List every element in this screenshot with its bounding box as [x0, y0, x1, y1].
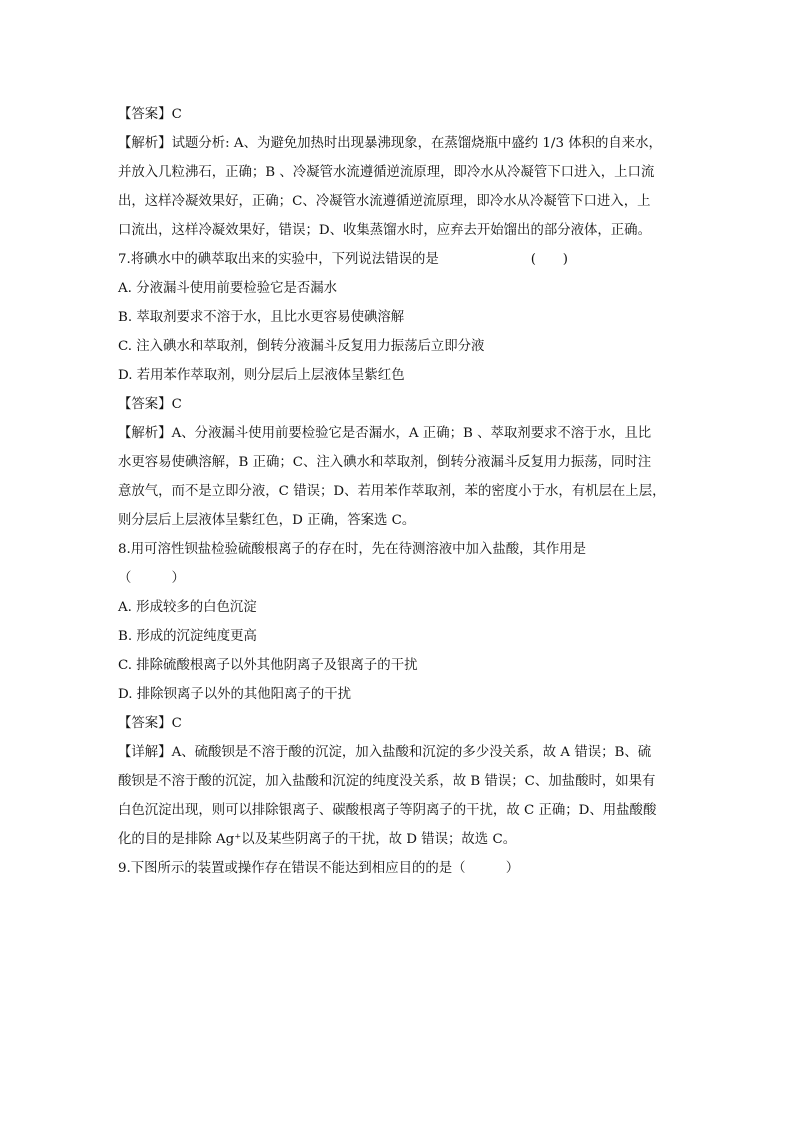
option-d: D. 排除钡离子以外的其他阳离子的干扰	[118, 687, 352, 702]
explanation-line	[118, 419, 678, 448]
option-c: C. 排除硫酸根离子以外其他阴离子及银离子的干扰	[118, 658, 418, 673]
answer-label: 【答案】	[118, 107, 172, 122]
explanation-line: 出，这样冷凝效果好，正确；C、冷凝管水流遵循逆流原理，即冷水从冷凝管下口进入，上	[118, 194, 651, 209]
explanation-text: A、分液漏斗使用前要检验它是否漏水，A 正确；B 、萃取剂要求不溶于水，且比	[171, 426, 652, 441]
explanation-label: 【解析】	[118, 426, 172, 441]
explanation-text: 试题分析: A、为避免加热时出现暴沸现象，在蒸馏烧瓶中盛约 1/3 体积的自来水，	[171, 136, 662, 151]
answer-line	[118, 709, 678, 738]
explanation-line: 意放气，而不是立即分液，C 错误；D、若用苯作萃取剂，苯的密度小于水，有机层在上层，	[118, 484, 666, 499]
answer-bracket: （ ）	[118, 571, 185, 586]
detail-line: 酸钡是不溶于酸的沉淀，加入盐酸和沉淀的纯度没关系，故 B 错误；C、加盐酸时，如果有	[118, 774, 656, 789]
option-d: D. 若用苯作萃取剂，则分层后上层液体呈紫红色	[118, 368, 405, 383]
explanation-line: 水更容易使碘溶解，B 正确；C、注入碘水和萃取剂，倒转分液漏斗反复用力振荡，同时注	[118, 455, 652, 470]
option-b: B. 形成的沉淀纯度更高	[118, 629, 257, 644]
answer-bracket: ( )	[530, 252, 568, 267]
answer-value: C	[171, 397, 182, 412]
detail-line: 白色沉淀出现，则可以排除银离子、碳酸根离子等阴离子的干扰，故 C 正确；D、用盐酸酸	[118, 803, 657, 818]
explanation-label: 【解析】	[118, 136, 172, 151]
answer-value: C	[171, 716, 182, 731]
answer-label: 【答案】	[118, 716, 172, 731]
detail-label: 【详解】	[118, 745, 172, 760]
explanation-line	[118, 129, 678, 158]
option-c: C. 注入碘水和萃取剂，倒转分液漏斗反复用力振荡后立即分液	[118, 339, 485, 354]
explanation-line: 则分层后上层液体呈紫红色，D 正确，答案选 C。	[118, 513, 416, 528]
answer-value: C	[171, 107, 182, 122]
explanation-line: 口流出，这样冷凝效果好，错误；D、收集蒸馏水时，应弃去开始馏出的部分液体，正确。	[118, 223, 651, 238]
option-a: A. 形成较多的白色沉淀	[118, 600, 257, 615]
question-text: 7.将碘水中的碘萃取出来的实验中，下列说法错误的是	[118, 252, 439, 267]
question-stem-7	[118, 245, 678, 274]
page-content	[118, 100, 678, 883]
answer-line	[118, 390, 678, 419]
answer-label: 【答案】	[118, 397, 172, 412]
detail-text: A、硫酸钡是不溶于酸的沉淀，加入盐酸和沉淀的多少没关系，故 A 错误；B、硫	[171, 745, 652, 760]
detail-line: 化的目的是排除 Ag⁺以及某些阴离子的干扰，故 D 错误；故选 C。	[118, 832, 517, 847]
option-a: A. 分液漏斗使用前要检验它是否漏水	[118, 281, 338, 296]
question-stem-9: 9.下图所示的装置或操作存在错误不能达到相应目的的是（ ）	[118, 861, 520, 876]
explanation-line: 并放入几粒沸石，正确；B 、冷凝管水流遵循逆流原理，即冷水从冷凝管下口进入，上口流	[118, 165, 655, 180]
option-b: B. 萃取剂要求不溶于水，且比水更容易使碘溶解	[118, 310, 405, 325]
detail-line	[118, 738, 678, 767]
answer-line	[118, 100, 678, 129]
question-stem-8: 8.用可溶性钡盐检验硫酸根离子的存在时，先在待测溶液中加入盐酸，其作用是	[118, 542, 587, 557]
